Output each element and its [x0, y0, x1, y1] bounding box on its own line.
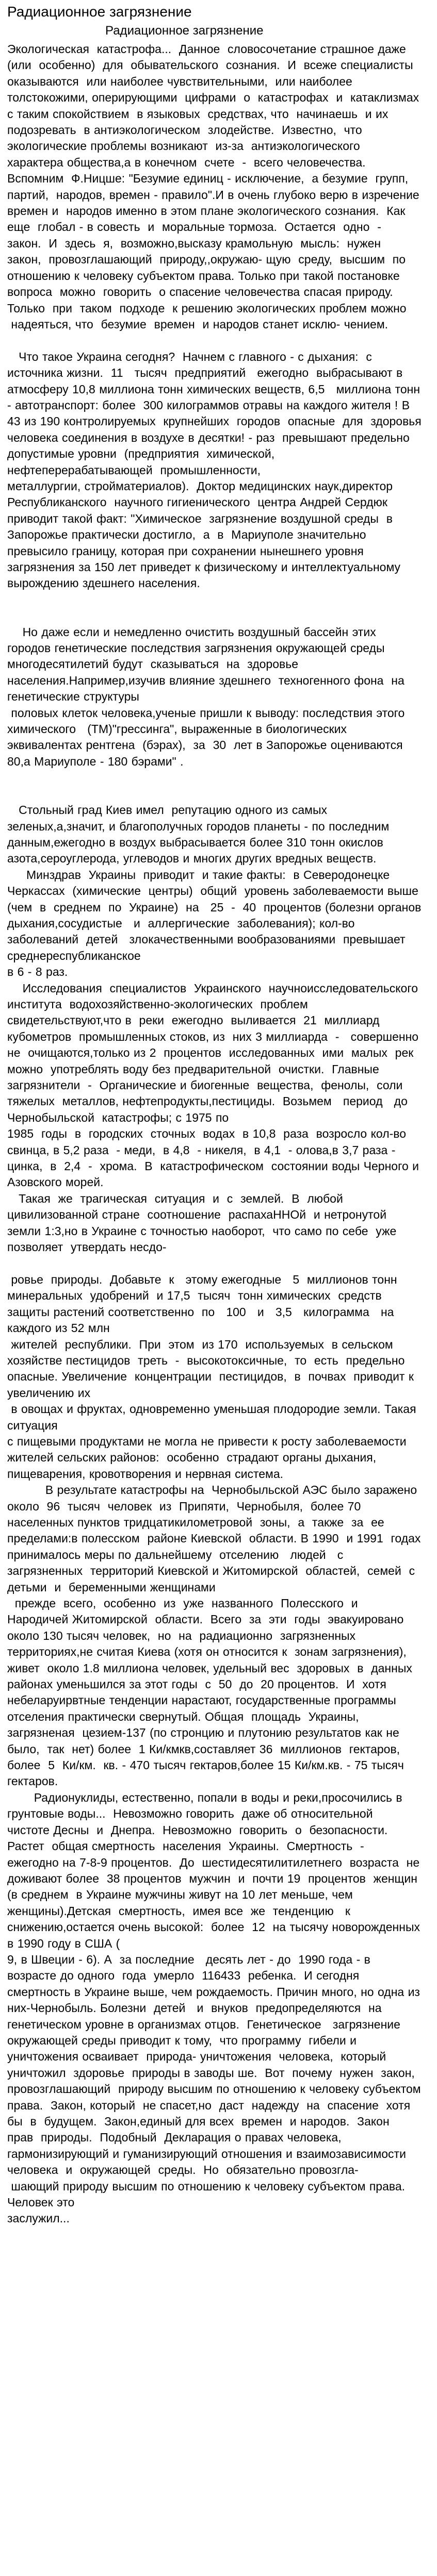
body-paragraph: Минздрав Украины приводит и такие факты: в Северодонецке Черкассах (химические центры) общий уровень заболеваемости выше (чем в среднем по Украине) на 25 - 40 процентов (болезни органов дыхания,сосудистые и аллергические заболевания); кол-во заболеваний детей злокачественными вообразованиями превышает среднереспубликанское — [7, 868, 425, 962]
body-paragraph: металлургии, стройматериалов). Доктор медицинских наук,директор Республиканского научного гигиенического центра Андрей Сердюк приводит такой факт: "Химическое загрязнение воздушной среды в Запорожье практически достигло, а в Мариуполе значительно превысило границу, которая при сохранении нынешнего уровня загрязнения за 150 лет приведет к физическому и интеллектуальному вырождению здешнего населения. — [7, 479, 408, 590]
body-paragraph: В результате катастрофы на Чернобыльской АЭС было заражено около 96 тысяч человек из Припяти, Чернобыля, более 70 населенных пунктов тридцатикилометровой зоны, а также за ее пределами:в полесском районе Киевской области. В 1990 и 1991 годах принималось меры по дальнейшему отселению людей с загрязненных территорий Киевской и Житомирской областей, семей с детьми и беременными женщинами — [7, 1483, 425, 1594]
body-paragraph: Стольный град Киев имел репутацию одного из самых зеленых,а,значит, и благополучных городов планеты - по последним данным,ежегодно в воздух выбрасывается более 310 тонн окислов азота,сероуглерода, углеводов и многих других вредных веществ. — [7, 803, 393, 866]
body-paragraph: заслужил... — [7, 2212, 70, 2225]
body-paragraph: половых клеток человека,ученые пришли к выводу: последствия этого химического (ТМ)"грессинга", выраженные в биологических эквивалентах рентгена (бэрах), за 30 лет в Запорожье оцениваются 80,а Мариуполе - 180 бэрами" . — [7, 706, 409, 768]
body-paragraph: жителей республики. При этом из 170 используемых в сельском хозяйстве пестицидов треть - высокотоксичные, то есть предельно опасные. Увеличение концентрации пестицидов, в почвах приводит к увеличению их — [7, 1337, 418, 1400]
body-paragraph — [7, 608, 422, 624]
document-body — [7, 41, 430, 2227]
document-title: Радиационное загрязнение — [7, 4, 192, 20]
body-paragraph: Но даже если и немедленно очистить воздушный бассейн этих городов генетические последствия загрязнения окружающей среды многодесятилетий будут сказываться на здоровье населения.Например,изучив влияние здешнего техногенного фона на генетические структуры — [7, 625, 412, 704]
body-paragraph — [7, 592, 422, 608]
body-paragraph — [7, 333, 422, 348]
body-paragraph: 1985 годы в городских сточных водах в 10,8 раза возросло кол-во свинца, в 5,2 раза - меди, в 4,8 - никеля, в 4,1 - олова,в 3,7 раза - цинка, в 2,4 - хрома. В катастрофическом состоянии воды Черного и Азовского морей. — [7, 1127, 427, 1189]
body-paragraph: Экологическая катастрофа... Данное словосочетание страшное даже (или особенно) для обывательского сознания. И всеже специалисты оказываются или наиболее чувствительными, или наиболее толстокожими, оперирующими цифрами о катастрофах и катаклизмах с таким спокойствием в языковых средствах, что начинаешь и их подозревать в антиэкологическом злодействе. Известно, что экологические проблемы возникают из-за антиэкологического характера общества,а в конечном счете - всего человечества. Вспомним Ф.Ницше: "Безумие единиц - исключение, а безумие групп, партий, народов, времен - правило".И в очень глубоко верю в изречение времен и народов именно в этом плане экологического сознания. Как еще глобал - в совесть и моральные тормоза. Остается одно - закон. И здесь я, возможно,высказу крамольную мысль: нужен закон, провозглашающий природу,,окружаю- щую среду, высшим по отношению к человеку субъектом права. Только при такой постановке вопроса можно говорить о спасение человечества спасая природу. Только при таком подходе к решению экологических проблем можно — [7, 42, 427, 315]
body-paragraph: ровье природы. Добавьте к этому ежегодные 5 миллионов тонн минеральных удобрений и 17,5 тысяч тонн химических средств защиты растений соответственно по 100 и 3,5 килограмма на каждого из 52 млн — [7, 1272, 406, 1335]
body-paragraph: Что такое Украина сегодня? Начнем с главного - с дыхания: с источника жизни. 11 тысяч предприятий ежегодно выбрасывают в атмосферу 10,8 миллиона тонн химических веществ, 6,5 миллиона тонн - автотранспорт: более 300 килограммов отравы на каждого жителя ! В 43 из 190 контролируемых крупнейших городов опасные для здоровья человека соединения в воздухе в десятки! - раз превышают предельно допустимые уровни (предприятия химической, нефтеперерабатывающей промышленности, — [7, 350, 429, 477]
body-paragraph: в 6 - 8 раз. — [7, 965, 68, 979]
body-paragraph: Исследования специалистов Украинского научноисследовательского института водохозяйственно-экологических проблем свидетельствуют,что в реки ежегодно выливается 21 миллиард кубометров промышленных стоков, из них 3 миллиарда - совершенно не очищаются,только из 2 процентов исследованных ими малых рек можно употреблять воду без предварительной очистки. Главные загрязнители - Органические и биогенные вещества, фенолы, соли тяжелых металлов, нефтепродукты,пестициды. Возьмем период до Чернобыльской катастрофы; с 1975 по — [7, 981, 430, 1124]
body-paragraph — [7, 1255, 422, 1271]
body-paragraph: 9, в Швеции - 6). А за последние десять лет - до 1990 года - в возрасте до одного года умерло 116433 ребенка. И сегодня смертность в Украине выше, чем рождаемость. Причин много, но одна из них-Чернобыль. Болезни детей и внуков предопределяются на генетическом уровне в организмах отцов. Генетическое загрязнение окружающей среды приводит к тому, что программу гибели и уничтожения осваивает природа- уничтожения человека, который уничтожил здоровье природы в заводы ше. Вот почему нужен закон, провозглашающий природу высшим по отношению к человеку субъектом права. Закон, который не спасет,но даст надежду на спасение хотя бы в будущем. Закон,единый для всех времен и народов. Закон прав природы. Подобный Декларация о правах человека, гармонизирующий и гуманизирующий отношения и взаимозависимости человека и окружающей среды. Но обязательно провозгла- — [7, 1952, 425, 2177]
body-paragraph: шающий природу высшим по отношению к человеку субъектом права. Человек это — [7, 2179, 409, 2209]
body-paragraph: надеяться, что безумие времен и народов станет исклю- чением. — [7, 317, 389, 331]
body-paragraph: в овощах и фруктах, одновременно уменьшая плодородие земли. Такая ситуация — [7, 1402, 420, 1432]
body-paragraph: прежде всего, особенно из уже названного Полесского и Народичей Житомирской области. Всего за эти годы эвакуировано около 130 тысяч человек, но на радиационно загрязненных территориях,не считая Киева (хотя он относится к зонам загрязнения), живет около 1.8 миллиона человек, удельный вес здоровых в данных районах уменьшился за этот годы с 50 до 20 процентов. И хотя небеларуирвтные тенденции нарастают, государственные программы отселения практически свернутый. Общая площадь Украины, загрязненая цезием-137 (по стронцию и плутонию результатов как не было, так нет) более 1 Ки/кмкв,составляет 36 миллионов гектаров, более 5 Ки/км. кв. - 470 тысяч гектаров,более 15 Ки/км.кв. - 75 тысяч гектаров. — [7, 1597, 416, 1788]
body-paragraph: с пищевыми продуктами не могла не привести к росту заболеваемости жителей сельских районов: особенно страдают органы дыхания, пищеварения, кровотворения и нервная система. — [7, 1434, 414, 1481]
body-paragraph — [7, 786, 422, 802]
body-paragraph: Радионуклиды, естественно, попали в воды и реки,просочились в грунтовые воды... Невозможно говорить даже об относительной чистоте Десны и Днепра. Невозможно говорить о безопасности. Растет общая смертность населения Украины. Смертность - ежегодно на 7-8-9 процентов. До шестидесятилитилетнего возраста не доживают более 38 процентов мужчин и почти 19 процентов женщин (в среднем в Украине мужчины живут на 10 лет меньше, чем женщины).Детская смертность, имея все же тенденцию к снижению,остается очень высокой: более 12 на тысячу новорожденных в 1990 году в США ( — [7, 1790, 428, 1950]
document-subtitle: Радиационное загрязнение — [105, 24, 264, 38]
body-paragraph: Такая же трагическая ситуация и с землей. В любой цивилизованной стране соотношение распахаННОй и нетронутой земли 1:3,но в Украине с точностью наоборот, что само по себе уже позволяет утвердать несдо- — [7, 1191, 404, 1254]
body-paragraph — [7, 770, 422, 786]
